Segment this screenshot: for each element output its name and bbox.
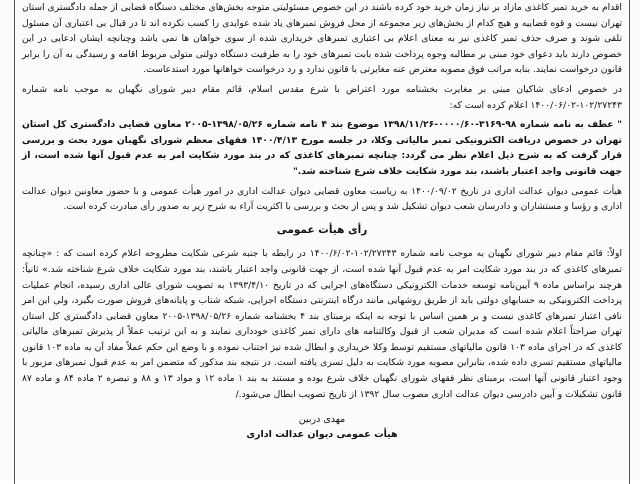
text-line: است. (63, 201, 86, 213)
text-line: اولاً: قائم مقام دبیر شورای نگهبان به موجب نامه شماره ۱۰۲/۲۷۲۴۳-۱۴۰۰/۶/۰۲ در رابطه با جنبه شرعی شکایت مطروحه اعلام کرده است که : (52, 248, 622, 260)
intro-paragraph (22, 0, 622, 78)
ruling-heading: رأی هیأت عمومی (276, 223, 368, 236)
text-line: خود مبنی بر مطالبه وجوه پرداخت شده بابت تمبرهای خود را به طرفیت دستگاه دولتی متولی مربوط اقامه و رسیدگی به آن را برابر قانون درخواست نمایند. بنابه مراتب (22, 48, 622, 76)
signer-name: مهدی دربین (298, 414, 346, 426)
text-line: هیأت عمومی دیوان عدالت اداری در تاریخ ۱۴۰۰/۰۹/۰۲ به ریاست معاون قضایی دیوان عدالت اداری در امور هیأت عمومی و با حضور معاونین دیوان (50, 185, 623, 197)
ruling-paragraph (22, 246, 622, 402)
text-line: صورت بگیرد، ولی این امر نافی اعتبار تمبرهای کاغذی نیست و بر همین اساس با توجه به اینکه برمبنای بند ۴ بخشنامه شماره ۱۳۹۸/۰۵/۲۶-۲۰۰۵ (22, 295, 622, 322)
text-line: تسری یافته است. در نتیجه بند مذکور که متضمن امر به عدم قبول تمبرهای مزبور با وجود اعتبار قانونی آنها است، برمبنای نظر فقهای شورای (22, 357, 623, 385)
text-line: الکترونیکی تمبر مالیاتی وکلا، در جلسه مورخ ۱۴۰۰/۴/۱۳ فقهای معظم شورای نگهبان مورد بحث و بررسی قرار گرفت که به شرح ذیل اعلام نظر می گردد: چنانچه (22, 134, 622, 162)
text-line: «چنانچه تمبرهای کاغذی که در بند مورد شکایت امر به عدم قبول آنها شده است، از جهت قانونی واجد اعتبار باشند، بند مورد شکایت خلاف شرع (22, 248, 623, 275)
text-line: از پذیرش تمبرهای مالیاتی کاغذی که در اجرای ماده ۱۰۳ قانون مالیاتهای مستقیم توسط وکلا خریداری و ابطال شده نیز اجتناب (22, 326, 622, 353)
text-line: نگهبان خلاف شرع بوده و مستند به بند ۱ ماده ۱۲ و مواد ۱۳ و ۸۸ و تبصره ۲ ماده ۸۴ و ماده ۸۷ قانون تشکیلات و آیین دادرسی دیوان عدالت (22, 373, 622, 400)
text-line: صرف حذف تمبر کاغذی نیز به معنای اعلام بی اعتباری تمبرهای خریداری شده از سوی خواهان ها نمی باشد وچنانچه ایشان ادعایی در این خصوص دارند باید دعوای (22, 33, 622, 60)
text-line: اداری مصوب سال ۱۳۹۲ از تاریخ تصویب ابطال می‌شود./ (235, 388, 453, 400)
text-line: اقدام به خرید تمبر کاغذی مازاد بر نیاز زمان خرید خود کرده باشند در این خصوص مسئولیتی متوجه بخش‌های مختلف دستگاه قضایی از جمله دادگستری استان تهران (22, 2, 623, 29)
document-body (22, 0, 622, 480)
text-line: فوق مصوبه معترض عنه مغایرتی با قانون ندارد و رد درخواست خواهانها مورد استدعاست. (143, 64, 485, 76)
guardian-council-quote (22, 117, 622, 179)
text-line: معاون قضایی دادگستری کل استان تهران صراحتاً اعلام شده است که مدیران شعب از قبول وکالتنامه های دارای تمبر کاغذی خودداری نمایند و به این ترتیب عملاً (22, 310, 622, 338)
text-line: شناخته شد.» ثانیاً: هرچند براساس ماده ۹ آیین‌نامه توسعه خدمات الکترونیکی دستگاه‌های اجرایی که در تاریخ ۱۳۹۳/۴/۱۰ به تصویب شورای عالی اداری (22, 263, 623, 291)
text-line: نیست و قوه قضاییه و هیچ کدام از بخش‌های زیر مجموعه از محل فروش تمبرهای یاد شده عوایدی را کسب نکرده اند تا در قبال بی اعتباری آن مسئول تلقی شوند و (22, 17, 622, 45)
text-line: ۱۰۲/۲۷۲۴۳-۱۴۰۰/۰۶/۰۲ اعلام کرده است که: (449, 99, 622, 111)
sharia-paragraph (22, 82, 622, 113)
session-paragraph (22, 184, 622, 215)
text-line: نموده و با وضع این حکم عملاً مفاد آن به ماده ۱۰۳ قانون مالیاتهای مستقیم تسری داده شده، بنابراین مصوبه مورد شکایت به دلیل (22, 341, 623, 369)
text-line: در خصوص ادعای شاکیان مبنی بر مغایرت بخشنامه مورد اعتراض با شرع مقدس اسلام، قائم مقام دبیر شورای نگهبان به موجب نامه شماره (22, 83, 622, 95)
text-line: رسیده، انجام عملیات پرداخت الکترونیکی به حسابهای دولتی باید از طریق روشهایی مانند درگاه اینترنتی دستگاه اجرایی، شبکه شتاب و پایانه‌های فروش (22, 279, 623, 307)
signature-block (22, 412, 622, 442)
signer-title: هیأت عمومی دیوان عدالت اداری (246, 429, 398, 441)
text-line: تمبرهای کاغذی که در بند مورد شکایت امر به عدم قبول آنها شده است، از جهت قانونی واجد اعتبار باشند، بند مورد شکایت خلاف شرع شناخته شد." (22, 150, 622, 177)
text-line: " عطف به نامه شماره ۹۸-۳۱۶۹-۰۰۰۰/۶۰-۱۳۹۸/۱۱/۲۶ موضوع بند ۴ نامه شماره ۱۳۹۸/۰۵/۲۶-۲۰۰۵ معاون قضایی دادگستری کل استان تهران در خصوص دریافت (22, 119, 623, 146)
text-line: عدالت اداری و رؤسا و مستشاران و دادرسان شعب دیوان تشکیل شد و پس از بحث و بررسی با اکثریت آراء به شرح زیر به صدور رأی مبادرت کرده (22, 185, 622, 213)
